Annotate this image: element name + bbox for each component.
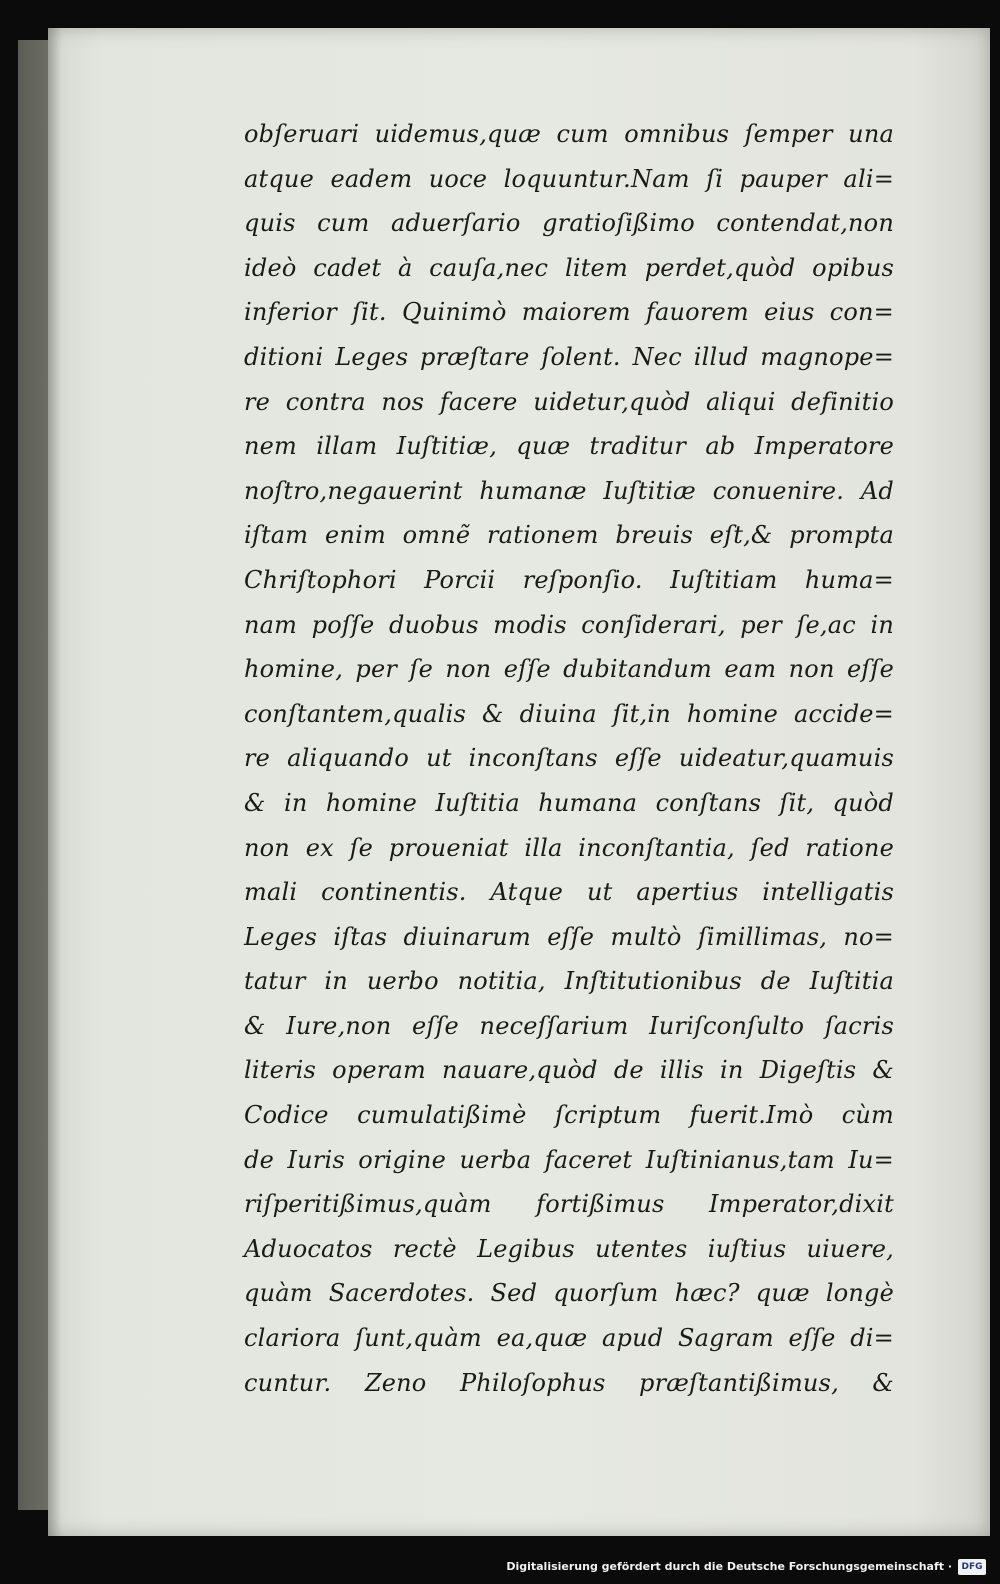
text-line: & Iure,non eſſe neceſſarium Iuriſconſulto ſacris [244, 1011, 894, 1040]
text-line: ideò cadet à cauſa,nec litem perdet,quòd opibus [244, 253, 894, 282]
text-line: re contra nos facere uidetur,quòd aliqui definitio [244, 387, 894, 416]
text-line: iſtam enim omnẽ rationem breuis eſt,& prompta [244, 521, 894, 550]
text-line: homine, per ſe non eſſe dubitandum eam non eſſe [244, 655, 894, 684]
text-line: re aliquando ut inconſtans eſſe uideatur,quamuis [244, 744, 894, 773]
text-line: de Iuris origine uerba faceret Iuſtinianus,tam Iu= [244, 1145, 894, 1174]
text-line: quàm Sacerdotes. Sed quorſum hæc? quæ longè [244, 1279, 894, 1308]
dfg-logo: DFG [958, 1559, 986, 1575]
text-line: non ex ſe proueniat illa inconſtantia, ſed ratione [244, 833, 894, 862]
text-line: ditioni Leges præſtare ſolent. Nec illud magnope= [244, 342, 894, 371]
text-line: riſperitißimus,quàm fortißimus Imperator,dixit [244, 1190, 894, 1219]
text-line: obſeruari uidemus,quæ cum omnibus ſemper una [244, 120, 894, 148]
text-line: cuntur. Zeno Philoſophus præſtantißimus, & [244, 1368, 894, 1397]
text-line: Leges iſtas diuinarum eſſe multò ſimillimas, no= [244, 922, 894, 951]
text-line: inferior ſit. Quinimò maiorem fauorem eius con= [244, 298, 894, 327]
text-line: nam poſſe duobus modis conſiderari, per ſe,ac in [244, 610, 894, 639]
text-line: nem illam Iuſtitiæ, quæ traditur ab Imperatore [244, 432, 894, 461]
text-line: noſtro,negauerint humanæ Iuſtitiæ conuenire. Ad [244, 476, 894, 505]
text-line: atque eadem uoce loquuntur.Nam ſi pauper ali= [244, 164, 894, 193]
page-gutter-shadow [48, 28, 62, 1536]
text-line: Chriſtophori Porcii reſponſio. Iuſtitiam huma= [244, 565, 894, 594]
text-line: & in homine Iuſtitia humana conſtans ſit, quòd [244, 788, 894, 817]
text-line: clariora ſunt,quàm ea,quæ apud Sagram eſſe di= [244, 1324, 894, 1353]
text-line: quis cum aduerſario gratioſißimo contendat,non [244, 209, 894, 238]
text-line: Aduocatos rectè Legibus utentes iuſtius uiuere, [244, 1234, 894, 1263]
digitization-footer [0, 1552, 1000, 1584]
text-line: Codice cumulatißimè ſcriptum fuerit.Imò cùm [244, 1101, 894, 1130]
text-line: conſtantem,qualis & diuina ſit,in homine accide= [244, 699, 894, 728]
funding-credit: Digitalisierung gefördert durch die Deutsche Forschungsgemeinschaft · [506, 1560, 952, 1573]
text-line: literis operam nauare,quòd de illis in Digeſtis & [244, 1056, 894, 1085]
text-line: tatur in uerbo notitia, Inſtitutionibus de Iuſtitia [244, 967, 894, 996]
page-text-block [244, 112, 894, 1405]
text-line: mali continentis. Atque ut apertius intelligatis [244, 878, 894, 907]
